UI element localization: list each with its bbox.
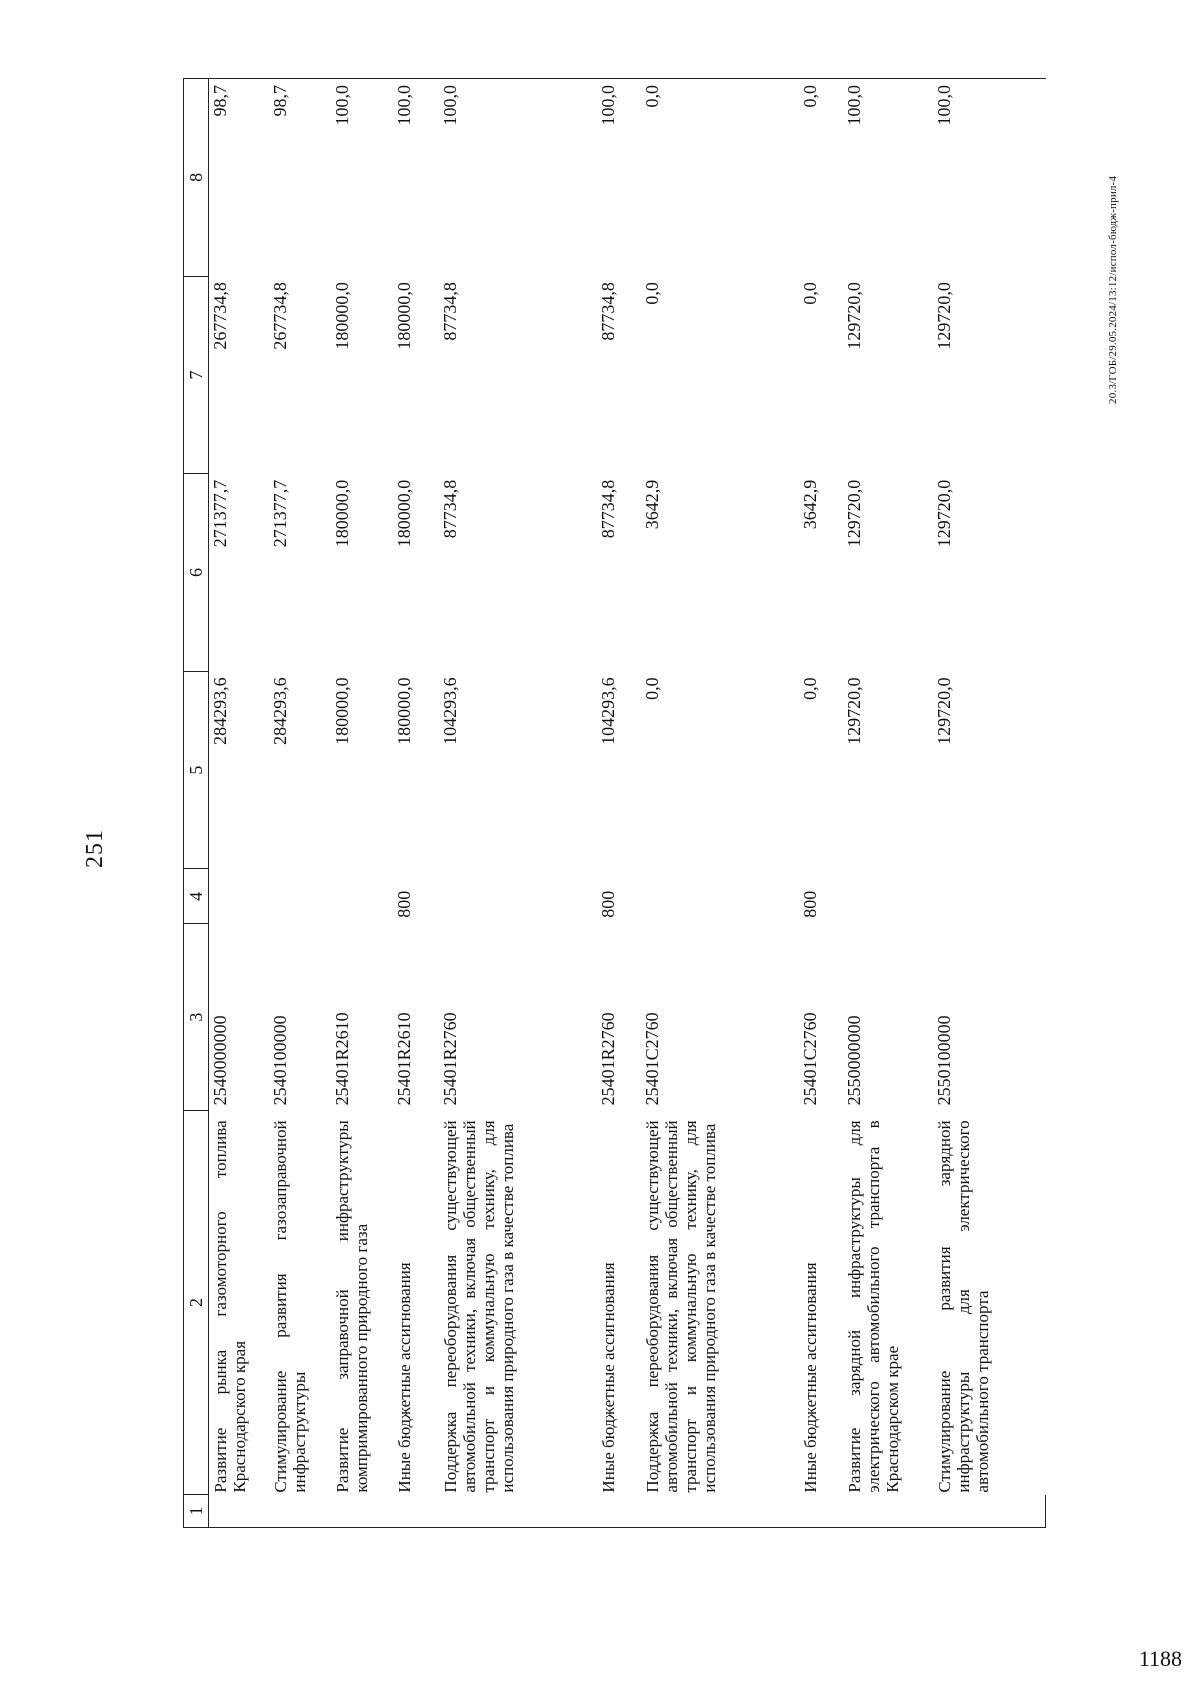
column-header: 1: [184, 1495, 209, 1528]
column-header: 3: [184, 924, 209, 1111]
row-code: 2550100000: [934, 1015, 954, 1106]
row-value-6: 3642,9: [800, 479, 820, 530]
row-value-6: 271377,7: [270, 479, 290, 548]
column-header: 2: [184, 1110, 209, 1494]
row-value-7: 180000,0: [394, 282, 414, 350]
row-value-7: 129720,0: [934, 282, 954, 350]
row-code: 25401R2760: [440, 1012, 460, 1106]
row-value-5: 0,0: [642, 677, 662, 700]
table-row: [799, 79, 843, 1528]
row-value-5: 180000,0: [332, 677, 352, 745]
row-value-5: 104293,6: [440, 677, 460, 745]
row-type: [439, 869, 597, 924]
row-code: 2540000000: [210, 1015, 230, 1106]
row-name: Иные бюджетные ассигнования: [395, 1262, 414, 1493]
table-row: [933, 79, 1046, 1528]
page-number: 251: [82, 829, 108, 868]
row-name: Стимулирование развития газозаправочной инфраструктуры: [271, 1120, 309, 1493]
row-value-7: 87734,8: [598, 282, 618, 341]
row-value-8: 98,7: [209, 79, 270, 277]
table-row: [439, 79, 597, 1528]
row-value-7: 0,0: [800, 282, 820, 305]
row-value-7: 87734,8: [440, 282, 460, 341]
table-row: [269, 79, 331, 1528]
row-name: Иные бюджетные ассигнования: [801, 1262, 820, 1493]
row-value-6: 87734,8: [598, 479, 618, 539]
row-value-5: 284293,6: [210, 677, 230, 745]
row-value-8: 100,0: [933, 79, 1046, 277]
row-type: 800: [800, 890, 820, 918]
row-value-7: 267734,8: [270, 282, 290, 350]
row-code: 2550000000: [844, 1015, 864, 1106]
row-type: [269, 869, 331, 924]
sheet-number: 1188: [1138, 1646, 1182, 1671]
row-value-8: 100,0: [439, 79, 597, 277]
row-type: [641, 869, 799, 924]
row-code: 25401R2760: [598, 1012, 618, 1106]
footer-stamp: 20.3/ГОБ/29.05.2024/13:12/испол-бюдж-прил-4: [1107, 175, 1119, 404]
column-header: 6: [184, 474, 209, 672]
row-value-6: 129720,0: [934, 479, 954, 548]
row-value-5: 180000,0: [394, 677, 414, 745]
row-value-6: 3642,9: [642, 479, 662, 530]
row-type: [933, 869, 1046, 924]
row-type: [843, 869, 933, 924]
row-value-8: 100,0: [843, 79, 933, 277]
row-value-7: 0,0: [642, 282, 662, 305]
row-value-7: 180000,0: [332, 282, 352, 350]
row-value-6: 271377,7: [210, 479, 230, 548]
row-name: Поддержка переоборудования существующей автомобильной техники, включая общественный транспорт и коммунальную технику, для использования природного газа в качестве топлива: [441, 1120, 517, 1493]
table-row: [331, 79, 393, 1528]
row-name: Поддержка переоборудования существующей автомобильной техники, включая общественный транспорт и коммунальную технику, для использования природного газа в качестве топлива: [643, 1120, 719, 1493]
row-code: 25401R2610: [332, 1012, 352, 1106]
row-code: 25401R2610: [394, 1012, 414, 1106]
row-type: 800: [394, 890, 414, 918]
row-value-5: 0,0: [800, 677, 820, 700]
row-value-8: 100,0: [393, 79, 439, 277]
budget-table: [183, 78, 1046, 1528]
table-row: [597, 79, 641, 1528]
row-value-8: 0,0: [799, 79, 843, 277]
table-row: [843, 79, 933, 1528]
row-name: Иные бюджетные ассигнования: [599, 1262, 618, 1493]
row-value-8: 100,0: [331, 79, 393, 277]
table-row: [393, 79, 439, 1528]
row-value-7: 129720,0: [844, 282, 864, 350]
row-value-5: 104293,6: [598, 677, 618, 745]
table-header-row: [184, 79, 209, 1528]
row-code: 25401C2760: [800, 1012, 820, 1106]
row-type: [209, 869, 270, 924]
row-value-5: 284293,6: [270, 677, 290, 745]
row-type: [331, 869, 393, 924]
row-value-6: 129720,0: [844, 479, 864, 548]
row-value-5: 129720,0: [844, 677, 864, 745]
row-value-6: 180000,0: [394, 479, 414, 548]
row-value-5: 129720,0: [934, 677, 954, 745]
row-name: Стимулирование развития зарядной инфраструктуры для электрического автомобильного транспорта: [935, 1120, 992, 1493]
row-value-6: 180000,0: [332, 479, 352, 548]
row-value-8: 0,0: [641, 79, 799, 277]
row-value-8: 100,0: [597, 79, 641, 277]
row-type: 800: [598, 890, 618, 918]
column-header: 8: [184, 79, 209, 277]
row-name: Развитие зарядной инфраструктуры для электрического автомобильного транспорта в Краснодарском крае: [845, 1120, 902, 1493]
row-name: Развитие рынка газомоторного топлива Краснодарского края: [211, 1120, 249, 1493]
table-row: [641, 79, 799, 1528]
row-code: 25401C2760: [642, 1012, 662, 1106]
column-header: 7: [184, 276, 209, 474]
row-value-6: 87734,8: [440, 479, 460, 539]
row-code: 2540100000: [270, 1015, 290, 1106]
row-value-7: 267734,8: [210, 282, 230, 350]
column-header: 4: [184, 869, 209, 924]
table-row: [209, 79, 270, 1528]
row-name: Развитие заправочной инфраструктуры компримированного природного газа: [333, 1120, 371, 1493]
column-header: 5: [184, 671, 209, 869]
row-value-8: 98,7: [269, 79, 331, 277]
